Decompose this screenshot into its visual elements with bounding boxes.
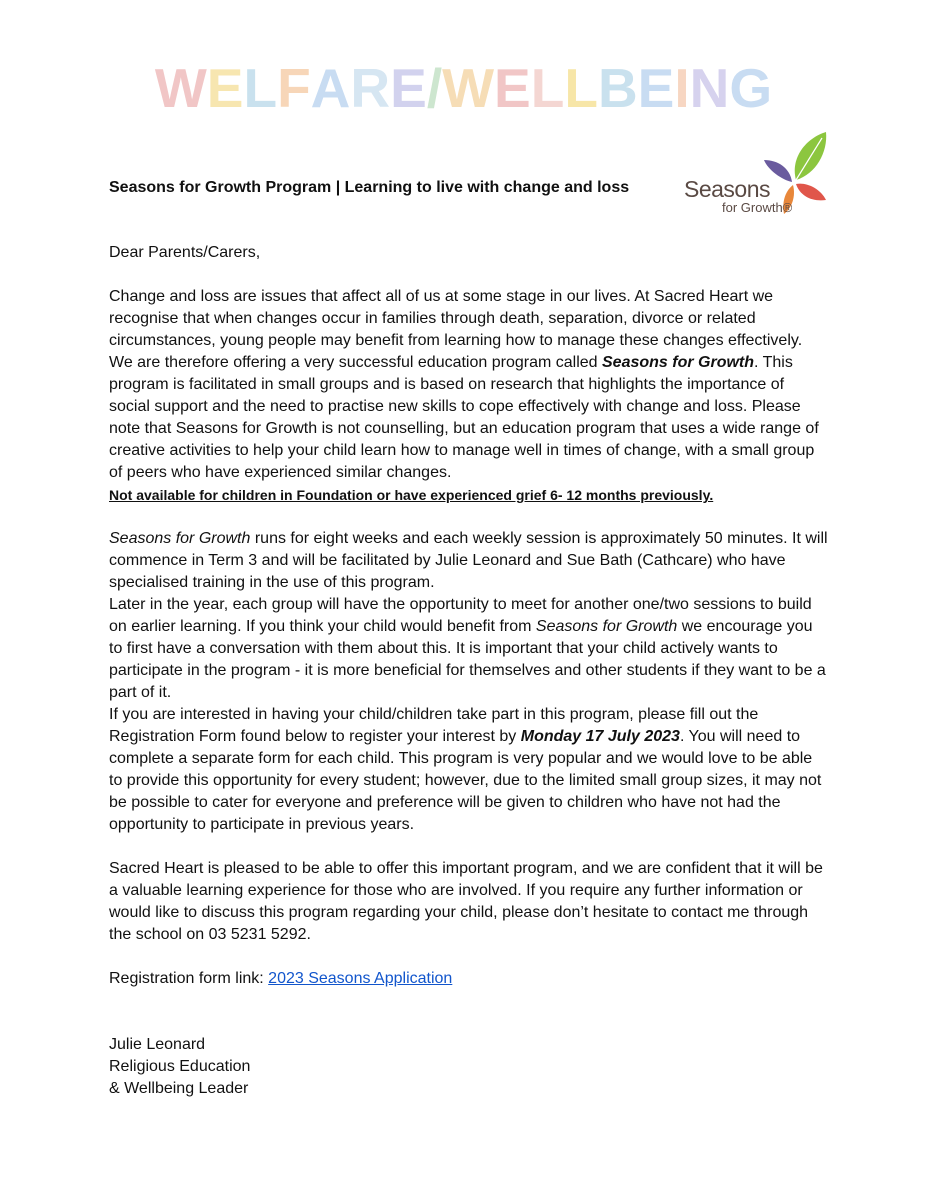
seasons-for-growth-logo — [684, 130, 834, 220]
paragraph-intro: Change and loss are issues that affect all of us at some stage in our lives. At Sacred Heart we recognise that when changes occur in families through death, separation, divorce or related circumstances, young people may benefit from learning how to manage these changes effectively. We are therefore offering a very successful education program called Seasons for Growth. This program is facilitated in small groups and is based on research that highlights the importance of social support and the need to practise new skills to cope effectively with change and loss. Please note that Seasons for Growth is not counselling, but an education program that uses a wide range of creative activities to help your child learn how to manage well in times of change, with a small group of peers who have experienced similar changes. — [109, 288, 819, 481]
registration-label: Registration form link: — [109, 970, 269, 987]
banner-letter: A — [310, 57, 351, 119]
banner-letter: L — [243, 57, 278, 119]
banner-letter: I — [674, 57, 690, 119]
signature-title-line1: Religious Education — [109, 1058, 251, 1075]
banner-letter: / — [426, 57, 443, 119]
paragraph-schedule: Seasons for Growth runs for eight weeks and each weekly session is approximately 50 minutes. It will commence in Term 3 and will be facilitated by Julie Leonard and Sue Bath (Cathcare) who have specialised training in the use of this program. — [109, 530, 828, 591]
banner-letter: G — [729, 57, 773, 119]
banner-letter: R — [350, 57, 391, 119]
banner-letter: B — [597, 57, 638, 119]
signature-title-line2: & Wellbeing Leader — [109, 1080, 249, 1097]
banner-letter: L — [564, 57, 598, 119]
banner-letter: E — [494, 57, 531, 119]
logo-wordmark: Seasons — [684, 176, 771, 202]
banner-letter: L — [530, 57, 565, 119]
signature-name: Julie Leonard — [109, 1036, 206, 1053]
banner-letter: E — [637, 57, 675, 119]
banner-letter: F — [277, 57, 311, 119]
registration-form-link[interactable]: 2023 Seasons Application — [268, 970, 453, 987]
logo-subtitle: for Growth® — [722, 200, 793, 215]
registration-line — [109, 968, 829, 990]
eligibility-notice: Not available for children in Foundation or have experienced grief 6- 12 months previously. — [109, 487, 714, 503]
paragraph-closing: Sacred Heart is pleased to be able to offer this important program, and we are confident that it will be a valuable learning experience for those who are involved. If you require any further information or would like to discuss this program regarding your child, please don’t hesitate to contact me through the school on 03 5231 5292. — [109, 860, 823, 943]
banner-letter: W — [154, 57, 207, 119]
banner-letter: E — [206, 57, 244, 119]
paragraph-registration: If you are interested in having your child/children take part in this program, please fill out the Registration Form found below to register your interest by Monday 17 July 2023. You will need to complete a separate form for each child. This program is very popular and we would love to be able to provide this opportunity for every student; however, due to the limited small group sizes, it may not be possible to cater for everyone and preference will be given to children who have not had the opportunity to participate in previous years. — [109, 706, 822, 833]
banner-letter: E — [390, 57, 427, 119]
page-title: Seasons for Growth Program | Learning to live with change and loss — [109, 179, 630, 196]
banner-letter: N — [689, 57, 730, 119]
letter-body — [109, 242, 829, 1100]
greeting: Dear Parents/Carers, — [109, 244, 261, 261]
banner-letter: W — [442, 57, 495, 119]
welfare-wellbeing-banner — [0, 58, 927, 118]
paragraph-followup: Later in the year, each group will have the opportunity to meet for another one/two sessions to build on earlier learning. If you think your child would benefit from Seasons for Growth we encourage you to first have a conversation with them about this. It is important that your child actively wants to participate in the program - it is more beneficial for themselves and other students if they want to be a part of it. — [109, 596, 826, 701]
